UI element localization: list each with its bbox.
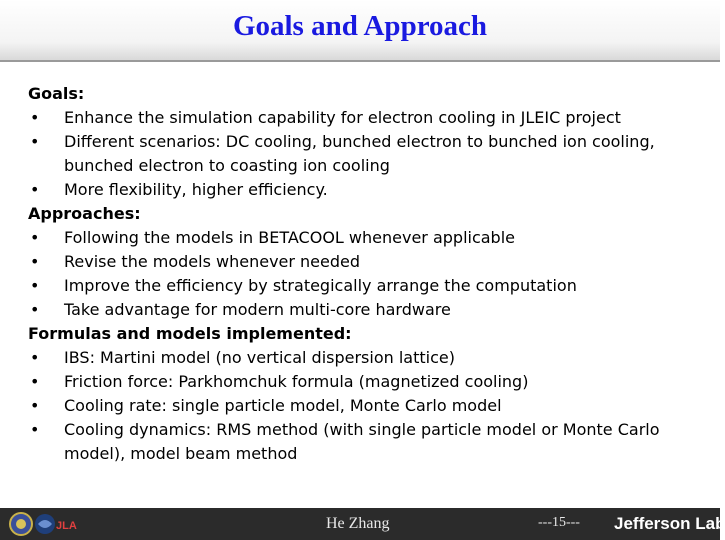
- bullet-icon: •: [30, 108, 40, 127]
- institution-logos-icon: [8, 511, 77, 537]
- bullet-icon: •: [30, 252, 40, 271]
- list-item: [28, 370, 708, 394]
- bullet-icon: •: [30, 228, 40, 247]
- slide-title: Goals and Approach: [232, 10, 488, 42]
- list-item: [28, 394, 708, 418]
- list-item-text: Take advantage for modern multi-core hardware: [64, 300, 451, 319]
- title-divider: [0, 60, 720, 62]
- section-heading-goals: Goals:: [28, 84, 85, 103]
- list-item-text: Different scenarios: DC cooling, bunched electron to bunched ion cooling, bunched electron to coasting ion cooling: [64, 132, 655, 175]
- list-item-text: Revise the models whenever needed: [64, 252, 361, 271]
- list-item-text: Friction force: Parkhomchuk formula (magnetized cooling): [64, 372, 529, 391]
- list-item: [28, 250, 708, 274]
- list-item: [28, 346, 708, 370]
- slide-footer: [0, 508, 725, 540]
- bullet-icon: •: [30, 180, 40, 199]
- bullet-icon: •: [30, 132, 40, 151]
- bullet-icon: •: [30, 300, 40, 319]
- bullet-icon: •: [30, 348, 40, 367]
- list-item-text: Enhance the simulation capability for electron cooling in JLEIC project: [64, 108, 621, 127]
- list-item-text: Improve the efficiency by strategically arrange the computation: [64, 276, 577, 295]
- list-item-text: More flexibility, higher efficiency.: [64, 180, 328, 199]
- bullet-icon: •: [30, 420, 40, 439]
- list-item: [28, 130, 708, 178]
- jla-logo-text: JLA: [56, 520, 77, 532]
- slide-content: [28, 82, 708, 466]
- list-item: [28, 106, 708, 130]
- list-item-text: IBS: Martini model (no vertical dispersion lattice): [64, 348, 455, 367]
- list-item-text: Cooling dynamics: RMS method (with single particle model or Monte Carlo model), model beam method: [64, 420, 660, 463]
- section-heading-formulas: Formulas and models implemented:: [28, 324, 352, 343]
- list-item-text: Cooling rate: single particle model, Monte Carlo model: [64, 396, 502, 415]
- list-item-text: Following the models in BETACOOL whenever applicable: [64, 228, 515, 247]
- list-item: [28, 298, 708, 322]
- bullet-icon: •: [30, 276, 40, 295]
- list-item: [28, 178, 708, 202]
- bullet-icon: •: [30, 372, 40, 391]
- list-item: [28, 274, 708, 298]
- section-heading-approaches: Approaches:: [28, 204, 141, 223]
- footer-author: He Zhang: [326, 515, 390, 532]
- jefferson-lab-logo: Jefferson Lab: [614, 514, 725, 533]
- list-item: [28, 226, 708, 250]
- bullet-icon: •: [30, 396, 40, 415]
- footer-page-number: ---15---: [538, 515, 580, 530]
- list-item: [28, 418, 708, 466]
